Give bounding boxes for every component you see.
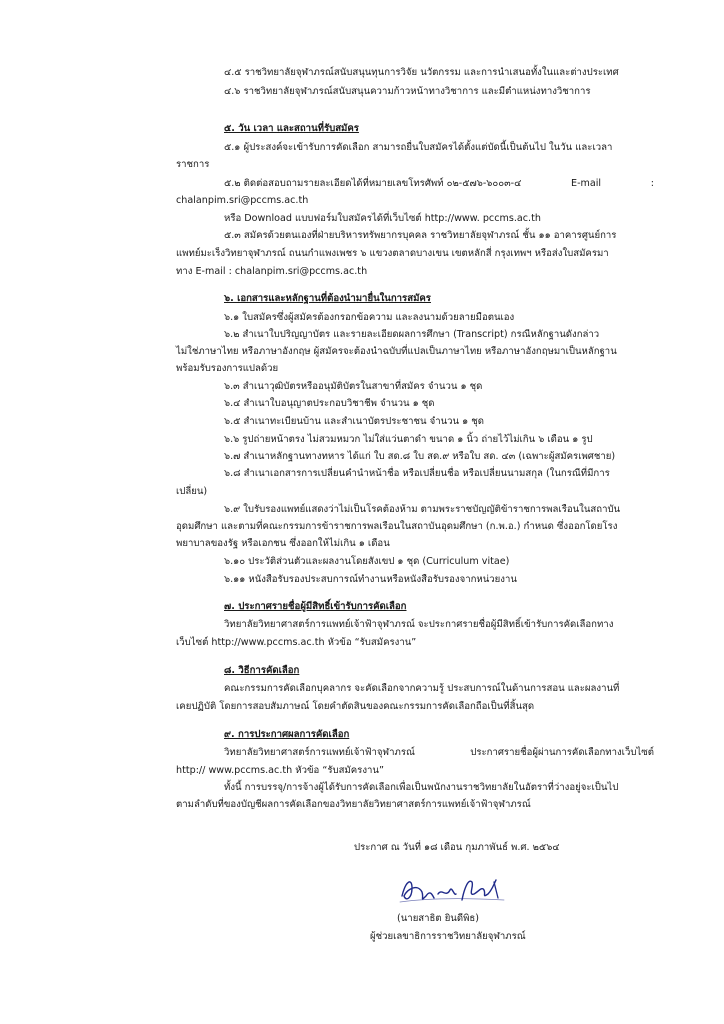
section-7-line-1: วิทยาลัยวิทยาศาสตร์การแพทย์เจ้าฟ้าจุฬาภรณ์ จะประกาศรายชื่อผู้มีสิทธิ์เข้ารับการคัดเลือกทาง (224, 619, 614, 630)
item-5-1-line-2: ราชการ (176, 159, 210, 170)
section-9-line-3: ทั้งนี้ การบรรจุ/การจ้างผู้ได้รับการคัดเลือกเพื่อเป็นพนักงานราชวิทยาลัยในอัตราที่ว่างอยู่จะเป็นไป (224, 782, 619, 793)
item-5-2-download: หรือ Download แบบฟอร์มใบสมัครได้ที่เว็บไซต์ http://www. pccms.ac.th (224, 213, 541, 224)
item-5-2-colon: : (650, 178, 654, 189)
item-5-1-line-1: ๕.๑ ผู้ประสงค์จะเข้ารับการคัดเลือก สามารถยื่นใบสมัครได้ตั้งแต่บัดนี้เป็นต้นไป ในวัน และเวลา (224, 142, 613, 153)
item-5-2-phone-text: ๕.๒ ติดต่อสอบถามรายละเอียดได้ที่หมายเลขโทรศัพท์ ๐๒-๕๗๖-๖๐๐๓-๔ (224, 178, 522, 189)
section-8-line-1: คณะกรรมการคัดเลือกบุคลากร จะคัดเลือกจากความรู้ ประสบการณ์ในด้านการสอน และผลงานที่ (224, 683, 620, 694)
item-6-10: ๖.๑๐ ประวัติส่วนตัวและผลงานโดยสังเขป ๑ ชุด (Curriculum vitae) (224, 556, 510, 567)
item-6-11: ๖.๑๑ หนังสือรับรองประสบการณ์ทำงานหรือหนังสือรับรองจากหน่วยงาน (224, 574, 517, 585)
item-6-6: ๖.๖ รูปถ่ายหน้าตรง ไม่สวมหมวก ไม่ใส่แว่นตาดำ ขนาด ๑ นิ้ว ถ่ายไว้ไม่เกิน ๖ เดือน ๑ รูป (224, 434, 593, 445)
announcement-date: ประกาศ ณ วันที่ ๑๘ เดือน กุมภาพันธ์ พ.ศ. ๒๕๖๔ (354, 842, 560, 853)
item-6-2-line-2: ไม่ใช่ภาษาไทย หรือภาษาอังกฤษ ผู้สมัครจะต้องนำฉบับที่แปลเป็นภาษาไทย หรือภาษาอังกฤษมาเป็นหลักฐาน (176, 346, 617, 357)
section-7-line-2: เว็บไซต์ http://www.pccms.ac.th หัวข้อ “รับสมัครงาน” (176, 637, 417, 648)
section-6-heading: ๖. เอกสารและหลักฐานที่ต้องนำมายื่นในการสมัคร (224, 293, 431, 304)
section-5-heading: ๕. วัน เวลา และสถานที่รับสมัคร (224, 123, 359, 134)
item-6-9-line-2: อุดมศึกษา และตามที่คณะกรรมการข้าราชการพลเรือนในสถาบันอุดมศึกษา (ก.พ.อ.) กำหนด ซึ่งออกโดยโรง (176, 521, 618, 532)
section-9-line-1-right: ประกาศรายชื่อผู้ผ่านการคัดเลือกทางเว็บไซต์ (470, 747, 654, 758)
item-5-2-email: chalanpim.sri@pccms.ac.th (176, 195, 309, 206)
item-6-5: ๖.๕ สำเนาทะเบียนบ้าน และสำเนาบัตรประชาชน จำนวน ๑ ชุด (224, 416, 485, 427)
item-5-3-line-1: ๕.๓ สมัครด้วยตนเองที่ฝ่ายบริหารทรัพยากรบุคคล ราชวิทยาลัยจุฬาภรณ์ ชั้น ๑๑ อาคารศูนย์การ (224, 230, 617, 241)
item-6-3: ๖.๓ สำเนาวุฒิบัตรหรืออนุมัติบัตรในสาขาที่สมัคร จำนวน ๑ ชุด (224, 381, 483, 392)
item-5-2-line-1 (224, 177, 654, 191)
signer-name: (นายสาธิต ยินดีพิธ) (397, 913, 480, 924)
item-6-7: ๖.๗ สำเนาหลักฐานทางทหาร ได้แก่ ใบ สด.๘ ใบ สด.๙ หรือใบ สด. ๔๓ (เฉพาะผู้สมัครเพศชาย) (224, 451, 616, 462)
item-6-9-line-3: พยาบาลของรัฐ หรือเอกชน ซึ่งออกให้ไม่เกิน ๑ เดือน (176, 538, 390, 549)
section-8-line-2: เคยปฏิบัติ โดยการสอบสัมภาษณ์ โดยคำตัดสินของคณะกรรมการคัดเลือกถือเป็นที่สิ้นสุด (176, 701, 535, 712)
section-9-line-1 (224, 746, 654, 760)
section-9-line-4: ตามลำดับที่ของบัญชีผลการคัดเลือกของวิทยาลัยวิทยาศาสตร์การแพทย์เจ้าฟ้าจุฬาภรณ์ (176, 799, 531, 810)
item-6-4: ๖.๔ สำเนาใบอนุญาตประกอบวิชาชีพ จำนวน ๑ ชุด (224, 398, 435, 409)
item-4-5: ๔.๕ ราชวิทยาลัยจุฬาภรณ์สนับสนุนทุนการวิจัย นวัตกรรม และการนำเสนอทั้งในและต่างประเทศ (224, 67, 619, 78)
item-5-3-line-2: แพทย์มะเร็งวิทยาจุฬาภรณ์ ถนนกำแพงเพชร ๖ แขวงตลาดบางเขน เขตหลักสี่ กรุงเทพฯ หรือส่งใบสมัครมา (176, 248, 609, 259)
item-4-6: ๔.๖ ราชวิทยาลัยจุฬาภรณ์สนับสนุนความก้าวหน้าทางวิชาการ และมีตำแหน่งทางวิชาการ (224, 86, 591, 97)
section-9-line-1-left: วิทยาลัยวิทยาศาสตร์การแพทย์เจ้าฟ้าจุฬาภรณ์ (224, 747, 415, 758)
signer-title: ผู้ช่วยเลขาธิการราชวิทยาลัยจุฬาภรณ์ (370, 931, 526, 942)
handwritten-signature (398, 872, 508, 908)
item-6-2-line-3: พร้อมรับรองการแปลด้วย (176, 363, 279, 374)
item-6-1: ๖.๑ ใบสมัครซึ่งผู้สมัครต้องกรอกข้อความ และลงนามด้วยลายมือตนเอง (224, 312, 515, 323)
item-6-8-line-2: เปลี่ยน) (176, 486, 208, 497)
section-9-line-2: http:// www.pccms.ac.th หัวข้อ “รับสมัครงาน” (176, 765, 384, 776)
item-6-9-line-1: ๖.๙ ใบรับรองแพทย์แสดงว่าไม่เป็นโรคต้องห้าม ตามพระราชบัญญัติข้าราชการพลเรือนในสถาบัน (224, 504, 621, 515)
section-7-heading: ๗. ประกาศรายชื่อผู้มีสิทธิ์เข้ารับการคัดเลือก (224, 601, 407, 612)
signature-image (398, 872, 508, 908)
item-5-3-line-3: ทาง E-mail : chalanpim.sri@pccms.ac.th (176, 266, 368, 277)
section-9-heading: ๙. การประกาศผลการคัดเลือก (224, 729, 350, 740)
item-6-8-line-1: ๖.๘ สำเนาเอกสารการเปลี่ยนคำนำหน้าชื่อ หรือเปลี่ยนชื่อ หรือเปลี่ยนนามสกุล (ในกรณีที่มีการ (224, 468, 610, 479)
item-6-2-line-1: ๖.๒ สำเนาใบปริญญาบัตร และรายละเอียดผลการศึกษา (Transcript) กรณีหลักฐานดังกล่าว (224, 329, 600, 340)
section-8-heading: ๘. วิธีการคัดเลือก (224, 665, 300, 676)
item-5-2-email-label: E-mail (571, 178, 602, 189)
